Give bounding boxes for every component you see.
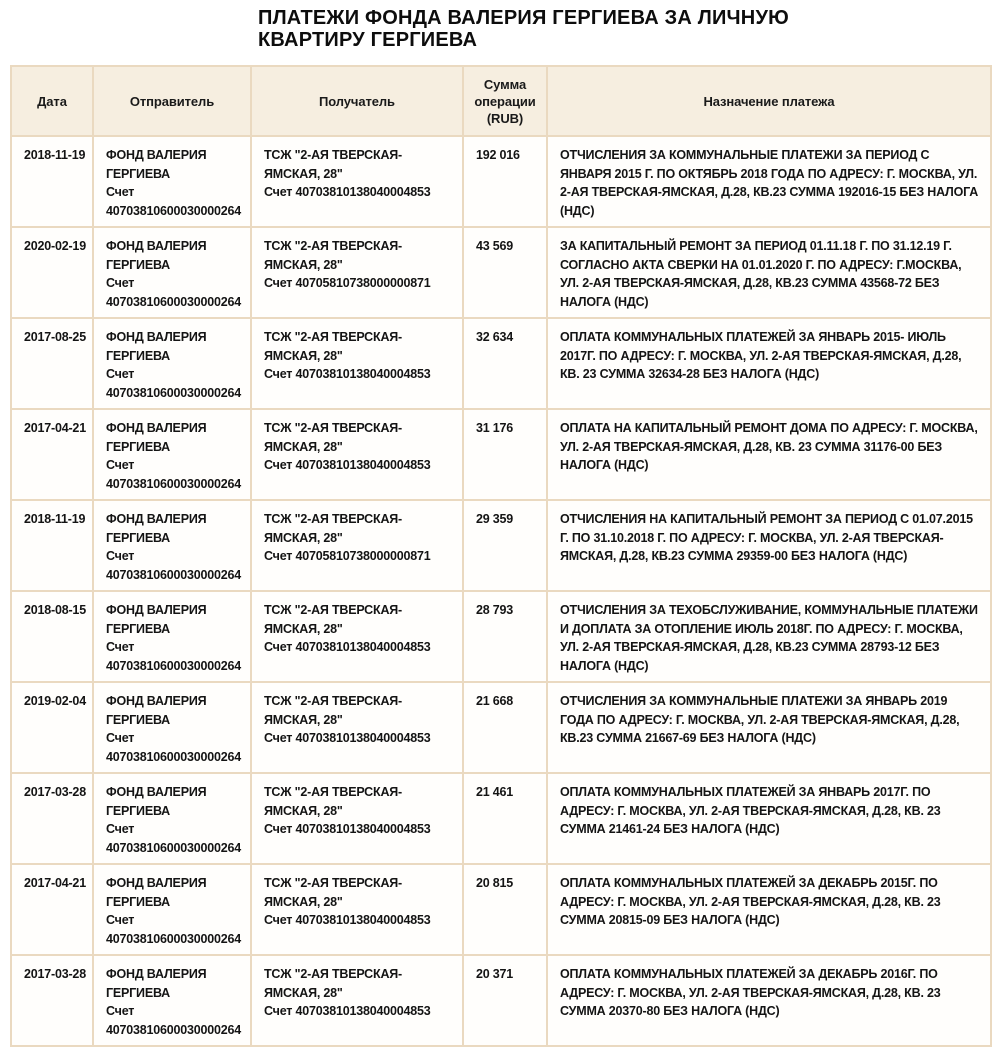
cell-purpose: ЗА КАПИТАЛЬНЫЙ РЕМОНТ ЗА ПЕРИОД 01.11.18 Г. ПО 31.12.19 Г. СОГЛАСНО АКТА СВЕРКИ НА 01.01.2020 Г. ПО АДРЕСУ: Г.МОСКВА, УЛ. 2-АЯ ТВЕРСКАЯ-ЯМСКАЯ, Д.28, КВ.23 СУММА 43568-72 БЕЗ НАЛОГА (НДС) bbox=[547, 227, 991, 318]
sender-name: ФОНД ВАЛЕРИЯ ГЕРГИЕВА bbox=[106, 239, 207, 272]
cell-date: 2017-04-21 bbox=[11, 864, 93, 955]
cell-date: 2019-02-04 bbox=[11, 682, 93, 773]
sender-account: Счет 40703810600030000264 bbox=[106, 1004, 242, 1037]
cell-purpose: ОТЧИСЛЕНИЯ ЗА КОММУНАЛЬНЫЕ ПЛАТЕЖИ ЗА ЯНВАРЬ 2019 ГОДА ПО АДРЕСУ: Г. МОСКВА, УЛ. 2-АЯ ТВЕРСКАЯ-ЯМСКАЯ, Д.28, КВ.23 СУММА 21667-69 БЕЗ НАЛОГА (НДС) bbox=[547, 682, 991, 773]
table-row bbox=[11, 227, 991, 318]
sender-account: Счет 40703810600030000264 bbox=[106, 731, 242, 764]
cell-date: 2020-02-19 bbox=[11, 227, 93, 318]
recipient-account: Счет 40703810138040004853 bbox=[264, 822, 431, 836]
cell-purpose: ОТЧИСЛЕНИЯ НА КАПИТАЛЬНЫЙ РЕМОНТ ЗА ПЕРИОД С 01.07.2015 Г. ПО 31.10.2018 Г. ПО АДРЕСУ: Г. МОСКВА, УЛ. 2-АЯ ТВЕРСКАЯ-ЯМСКАЯ, Д.28, КВ.23 СУММА 29359-00 БЕЗ НАЛОГА (НДС) bbox=[547, 500, 991, 591]
recipient-name: ТСЖ "2-АЯ ТВЕРСКАЯ-ЯМСКАЯ, 28" bbox=[264, 330, 403, 363]
recipient-account: Счет 40705810738000000871 bbox=[264, 276, 431, 290]
sender-name: ФОНД ВАЛЕРИЯ ГЕРГИЕВА bbox=[106, 512, 207, 545]
column-header-purpose: Назначение платежа bbox=[547, 66, 991, 136]
cell-recipient bbox=[251, 682, 463, 773]
cell-purpose: ОТЧИСЛЕНИЯ ЗА КОММУНАЛЬНЫЕ ПЛАТЕЖИ ЗА ПЕРИОД С ЯНВАРЯ 2015 Г. ПО ОКТЯБРЬ 2018 ГОДА ПО АДРЕСУ: Г. МОСКВА, УЛ. 2-АЯ ТВЕРСКАЯ-ЯМСКАЯ, Д.28, КВ.23 СУММА 192016-15 БЕЗ НАЛОГА (НДС) bbox=[547, 136, 991, 227]
cell-sender bbox=[93, 500, 251, 591]
sender-account: Счет 40703810600030000264 bbox=[106, 549, 242, 582]
sender-name: ФОНД ВАЛЕРИЯ ГЕРГИЕВА bbox=[106, 785, 207, 818]
recipient-name: ТСЖ "2-АЯ ТВЕРСКАЯ-ЯМСКАЯ, 28" bbox=[264, 239, 403, 272]
cell-date: 2017-04-21 bbox=[11, 409, 93, 500]
cell-purpose: ОПЛАТА КОММУНАЛЬНЫХ ПЛАТЕЖЕЙ ЗА ЯНВАРЬ 2017Г. ПО АДРЕСУ: Г. МОСКВА, УЛ. 2-АЯ ТВЕРСКАЯ-ЯМСКАЯ, Д.28, КВ. 23 СУММА 21461-24 БЕЗ НАЛОГА (НДС) bbox=[547, 773, 991, 864]
sender-account: Счет 40703810600030000264 bbox=[106, 276, 242, 309]
recipient-name: ТСЖ "2-АЯ ТВЕРСКАЯ-ЯМСКАЯ, 28" bbox=[264, 967, 403, 1000]
cell-sender bbox=[93, 864, 251, 955]
cell-amount: 20 371 bbox=[463, 955, 547, 1046]
cell-amount: 29 359 bbox=[463, 500, 547, 591]
table-row bbox=[11, 409, 991, 500]
sender-account: Счет 40703810600030000264 bbox=[106, 640, 242, 673]
cell-date: 2017-03-28 bbox=[11, 955, 93, 1046]
cell-recipient bbox=[251, 773, 463, 864]
recipient-name: ТСЖ "2-АЯ ТВЕРСКАЯ-ЯМСКАЯ, 28" bbox=[264, 512, 403, 545]
cell-purpose: ОПЛАТА КОММУНАЛЬНЫХ ПЛАТЕЖЕЙ ЗА ДЕКАБРЬ 2016Г. ПО АДРЕСУ: Г. МОСКВА, УЛ. 2-АЯ ТВЕРСКАЯ-ЯМСКАЯ, Д.28, КВ. 23 СУММА 20370-80 БЕЗ НАЛОГА (НДС) bbox=[547, 955, 991, 1046]
recipient-account: Счет 40703810138040004853 bbox=[264, 185, 431, 199]
sender-account: Счет 40703810600030000264 bbox=[106, 185, 242, 218]
recipient-account: Счет 40703810138040004853 bbox=[264, 731, 431, 745]
table-row bbox=[11, 864, 991, 955]
sender-account: Счет 40703810600030000264 bbox=[106, 822, 242, 855]
cell-date: 2018-11-19 bbox=[11, 136, 93, 227]
column-header-date: Дата bbox=[11, 66, 93, 136]
sender-account: Счет 40703810600030000264 bbox=[106, 458, 242, 491]
cell-sender bbox=[93, 318, 251, 409]
payments-table bbox=[10, 65, 992, 1047]
sender-name: ФОНД ВАЛЕРИЯ ГЕРГИЕВА bbox=[106, 876, 207, 909]
cell-amount: 32 634 bbox=[463, 318, 547, 409]
table-header-row bbox=[11, 66, 991, 136]
cell-amount: 28 793 bbox=[463, 591, 547, 682]
recipient-account: Счет 40703810138040004853 bbox=[264, 1004, 431, 1018]
sender-name: ФОНД ВАЛЕРИЯ ГЕРГИЕВА bbox=[106, 421, 207, 454]
table-row bbox=[11, 318, 991, 409]
cell-sender bbox=[93, 136, 251, 227]
table-row bbox=[11, 773, 991, 864]
cell-sender bbox=[93, 409, 251, 500]
cell-recipient bbox=[251, 500, 463, 591]
cell-date: 2018-11-19 bbox=[11, 500, 93, 591]
sender-name: ФОНД ВАЛЕРИЯ ГЕРГИЕВА bbox=[106, 967, 207, 1000]
page-title bbox=[258, 8, 990, 51]
cell-recipient bbox=[251, 409, 463, 500]
cell-date: 2018-08-15 bbox=[11, 591, 93, 682]
recipient-account: Счет 40703810138040004853 bbox=[264, 913, 431, 927]
sender-name: ФОНД ВАЛЕРИЯ ГЕРГИЕВА bbox=[106, 694, 207, 727]
cell-purpose: ОПЛАТА НА КАПИТАЛЬНЫЙ РЕМОНТ ДОМА ПО АДРЕСУ: Г. МОСКВА, УЛ. 2-АЯ ТВЕРСКАЯ-ЯМСКАЯ, Д.28, КВ. 23 СУММА 31176-00 БЕЗ НАЛОГА (НДС) bbox=[547, 409, 991, 500]
cell-amount: 21 668 bbox=[463, 682, 547, 773]
cell-sender bbox=[93, 955, 251, 1046]
recipient-name: ТСЖ "2-АЯ ТВЕРСКАЯ-ЯМСКАЯ, 28" bbox=[264, 876, 403, 909]
cell-purpose: ОПЛАТА КОММУНАЛЬНЫХ ПЛАТЕЖЕЙ ЗА ЯНВАРЬ 2015- ИЮЛЬ 2017Г. ПО АДРЕСУ: Г. МОСКВА, УЛ. 2-АЯ ТВЕРСКАЯ-ЯМСКАЯ, Д.28, КВ. 23 СУММА 32634-28 БЕЗ НАЛОГА (НДС) bbox=[547, 318, 991, 409]
table-row bbox=[11, 682, 991, 773]
cell-amount: 192 016 bbox=[463, 136, 547, 227]
page-title-line-2: КВАРТИРУ ГЕРГИЕВА bbox=[258, 28, 478, 51]
page-title-line-1: ПЛАТЕЖИ ФОНДА ВАЛЕРИЯ ГЕРГИЕВА ЗА ЛИЧНУЮ bbox=[258, 7, 789, 29]
cell-recipient bbox=[251, 955, 463, 1046]
column-header-amount: Сумма операции (RUB) bbox=[463, 66, 547, 136]
recipient-name: ТСЖ "2-АЯ ТВЕРСКАЯ-ЯМСКАЯ, 28" bbox=[264, 148, 403, 181]
cell-recipient bbox=[251, 864, 463, 955]
recipient-name: ТСЖ "2-АЯ ТВЕРСКАЯ-ЯМСКАЯ, 28" bbox=[264, 603, 403, 636]
cell-date: 2017-03-28 bbox=[11, 773, 93, 864]
sender-name: ФОНД ВАЛЕРИЯ ГЕРГИЕВА bbox=[106, 603, 207, 636]
recipient-account: Счет 40705810738000000871 bbox=[264, 549, 431, 563]
recipient-account: Счет 40703810138040004853 bbox=[264, 367, 431, 381]
cell-sender bbox=[93, 773, 251, 864]
cell-sender bbox=[93, 227, 251, 318]
cell-recipient bbox=[251, 591, 463, 682]
cell-amount: 21 461 bbox=[463, 773, 547, 864]
cell-amount: 20 815 bbox=[463, 864, 547, 955]
sender-account: Счет 40703810600030000264 bbox=[106, 367, 242, 400]
table-row bbox=[11, 955, 991, 1046]
cell-recipient bbox=[251, 318, 463, 409]
recipient-account: Счет 40703810138040004853 bbox=[264, 640, 431, 654]
recipient-account: Счет 40703810138040004853 bbox=[264, 458, 431, 472]
sender-name: ФОНД ВАЛЕРИЯ ГЕРГИЕВА bbox=[106, 330, 207, 363]
cell-date: 2017-08-25 bbox=[11, 318, 93, 409]
recipient-name: ТСЖ "2-АЯ ТВЕРСКАЯ-ЯМСКАЯ, 28" bbox=[264, 785, 403, 818]
recipient-name: ТСЖ "2-АЯ ТВЕРСКАЯ-ЯМСКАЯ, 28" bbox=[264, 694, 403, 727]
cell-recipient bbox=[251, 227, 463, 318]
table-row bbox=[11, 591, 991, 682]
cell-amount: 43 569 bbox=[463, 227, 547, 318]
cell-sender bbox=[93, 591, 251, 682]
cell-purpose: ОТЧИСЛЕНИЯ ЗА ТЕХОБСЛУЖИВАНИЕ, КОММУНАЛЬНЫЕ ПЛАТЕЖИ И ДОПЛАТА ЗА ОТОПЛЕНИЕ ИЮЛЬ 2018Г. ПО АДРЕСУ: Г. МОСКВА, УЛ. 2-АЯ ТВЕРСКАЯ-ЯМСКАЯ, Д.28, КВ.23 СУММА 28793-12 БЕЗ НАЛОГА (НДС) bbox=[547, 591, 991, 682]
sender-account: Счет 40703810600030000264 bbox=[106, 913, 242, 946]
table-row bbox=[11, 136, 991, 227]
sender-name: ФОНД ВАЛЕРИЯ ГЕРГИЕВА bbox=[106, 148, 207, 181]
table-row bbox=[11, 500, 991, 591]
column-header-recipient: Получатель bbox=[251, 66, 463, 136]
recipient-name: ТСЖ "2-АЯ ТВЕРСКАЯ-ЯМСКАЯ, 28" bbox=[264, 421, 403, 454]
column-header-sender: Отправитель bbox=[93, 66, 251, 136]
cell-purpose: ОПЛАТА КОММУНАЛЬНЫХ ПЛАТЕЖЕЙ ЗА ДЕКАБРЬ 2015Г. ПО АДРЕСУ: Г. МОСКВА, УЛ. 2-АЯ ТВЕРСКАЯ-ЯМСКАЯ, Д.28, КВ. 23 СУММА 20815-09 БЕЗ НАЛОГА (НДС) bbox=[547, 864, 991, 955]
cell-recipient bbox=[251, 136, 463, 227]
cell-sender bbox=[93, 682, 251, 773]
cell-amount: 31 176 bbox=[463, 409, 547, 500]
